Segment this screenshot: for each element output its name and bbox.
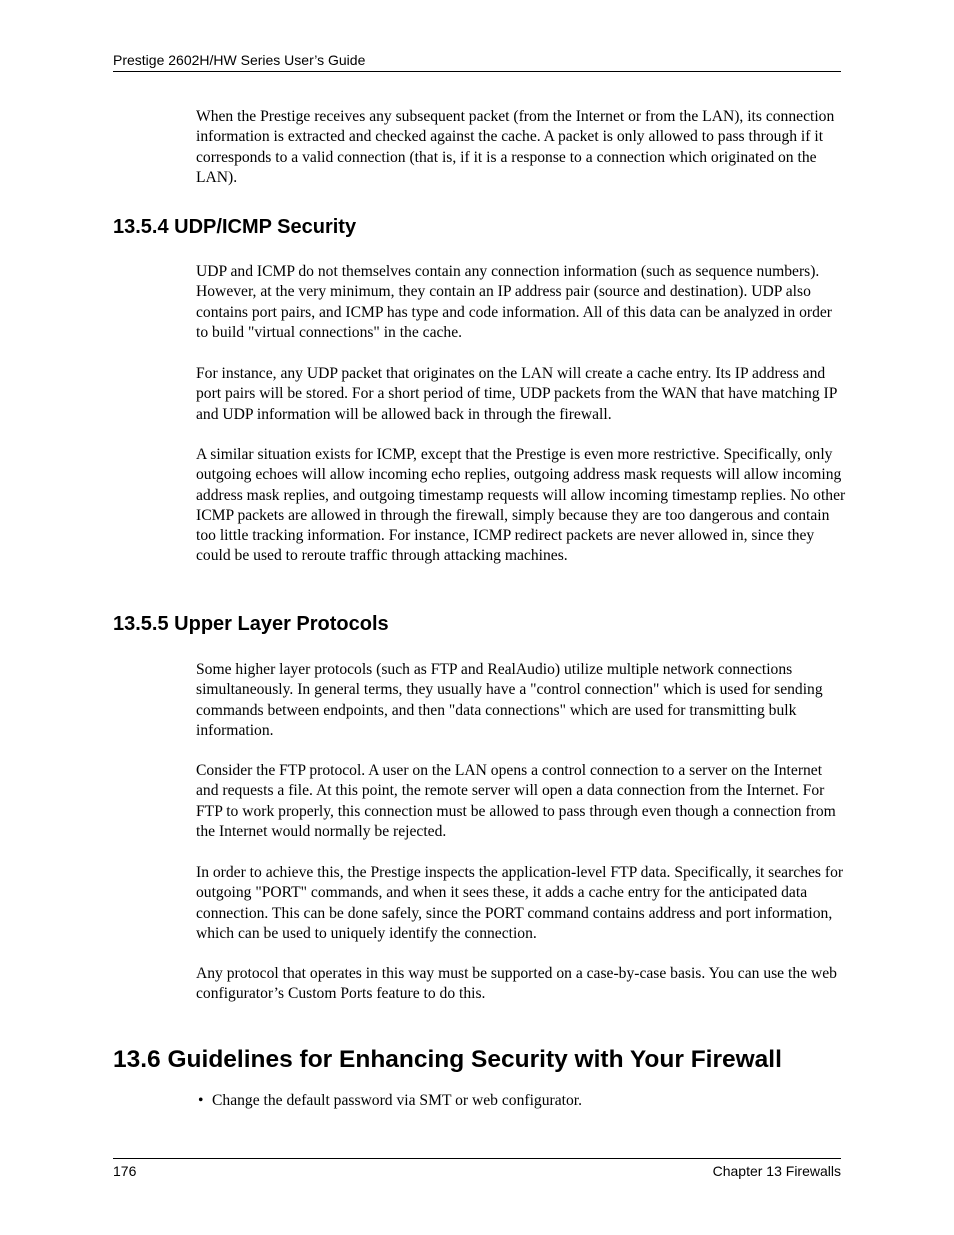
bullet-text: Change the default password via SMT or web configurator. — [212, 1092, 582, 1109]
paragraph-upper-layer-3: In order to achieve this, the Prestige inspects the application-level FTP data. Specifically, it searches for outgoing "PORT" commands, and when it sees these, it adds a cache entry for the anticipated data connection. This can be done safely, since the PORT command contains address and port information, which can be used to uniquely identify the connection. — [196, 864, 844, 942]
section-heading-13-5-5: 13.5.5 Upper Layer Protocols — [113, 613, 389, 635]
page-number: 176 — [113, 1163, 137, 1179]
running-header: Prestige 2602H/HW Series User’s Guide — [113, 52, 366, 68]
paragraph-upper-layer-1: Some higher layer protocols (such as FTP and RealAudio) utilize multiple network connections simultaneously. In general terms, they usually have a "control connection" which is used for sending commands between endpoints, and then "data connections" which are used for transmitting bulk information. — [196, 661, 823, 739]
section-heading-13-6: 13.6 Guidelines for Enhancing Security with Your Firewall — [113, 1046, 782, 1073]
header-rule — [113, 71, 841, 72]
paragraph-upper-layer-4: Any protocol that operates in this way must be supported on a case-by-case basis. You can use the web configurator’s Custom Ports feature to do this. — [196, 965, 837, 1003]
chapter-label: Chapter 13 Firewalls — [712, 1163, 841, 1179]
paragraph-udp-icmp-2: For instance, any UDP packet that originates on the LAN will create a cache entry. Its IP address and port pairs will be stored. For a short period of time, UDP packets from the WAN that have matching IP and UDP information will be allowed back in through the firewall. — [196, 365, 837, 423]
paragraph-udp-icmp-1: UDP and ICMP do not themselves contain any connection information (such as sequence numbers). However, at the very minimum, they contain an IP address pair (source and destination). UDP also contains port pairs, and ICMP has type and code information. All of this data can be analyzed in order to build "virtual connections" in the cache. — [196, 263, 832, 341]
paragraph-upper-layer-2: Consider the FTP protocol. A user on the LAN opens a control connection to a server on the Internet and requests a file. At this point, the remote server will open a data connection from the Internet. For FTP to work properly, this connection must be allowed to pass through even though a connection from the Internet would normally be rejected. — [196, 762, 836, 840]
section-heading-13-5-4: 13.5.4 UDP/ICMP Security — [113, 216, 357, 238]
intro-paragraph: When the Prestige receives any subsequent packet (from the Internet or from the LAN), its connection information is extracted and checked against the cache. A packet is only allowed to pass through if it corresponds to a valid connection (that is, if it is a response to a connection which originated on the LAN). — [196, 108, 835, 186]
footer-rule — [113, 1158, 841, 1159]
paragraph-udp-icmp-3: A similar situation exists for ICMP, except that the Prestige is even more restrictive. Specifically, only outgoing echoes will allow incoming echo replies, outgoing address mask requests will allow incoming address mask replies, and outgoing timestamp requests will allow incoming timestamp replies. No other ICMP packets are allowed in through the firewall, simply because they are too dangerous and contain too little tracking information. For instance, ICMP redirect packets are never allowed in, since they could be used to reroute traffic through attacking machines. — [196, 446, 846, 565]
bullet-icon: • — [198, 1092, 204, 1109]
bullet-list-item — [198, 1091, 832, 1111]
